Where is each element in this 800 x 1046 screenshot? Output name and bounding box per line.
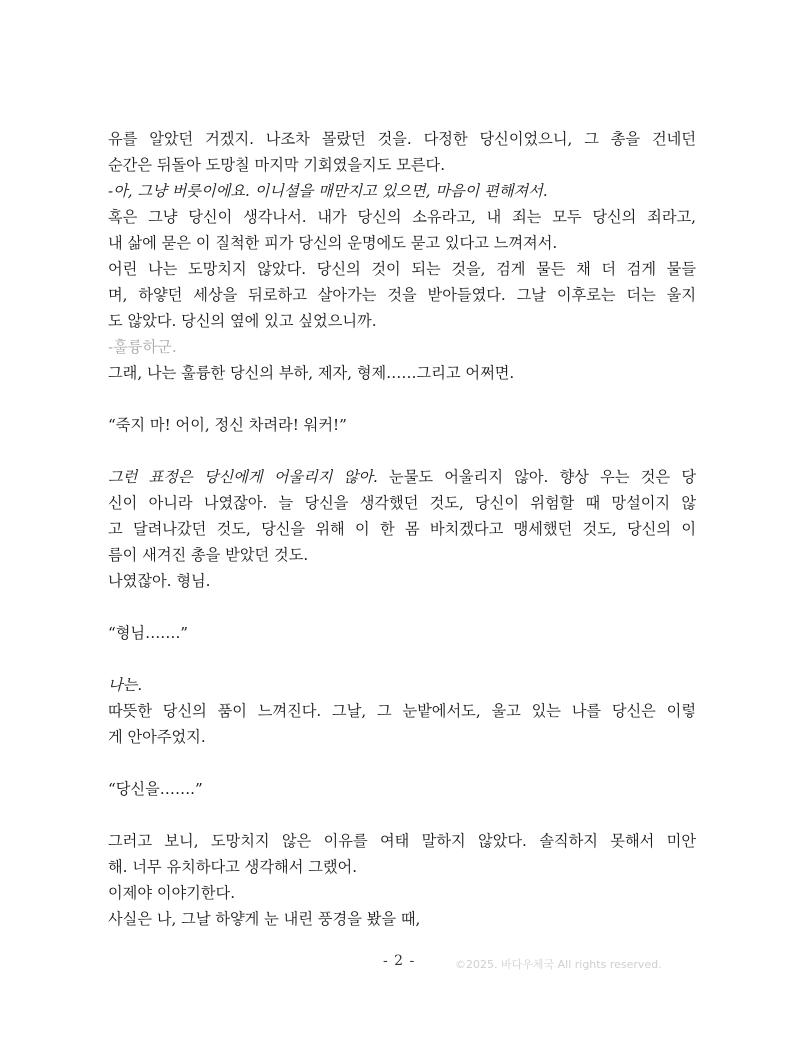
text-line: 내 삶에 묻은 이 질척한 피가 당신의 운명에도 묻고 있다고 느껴져서. xyxy=(108,234,558,252)
copyright-notice: ©2025. 바다우체국 All rights reserved. xyxy=(455,958,662,971)
text-line: 그래, 나는 훌륭한 당신의 부하, 제자, 형제……그리고 어쩌면. xyxy=(108,364,515,382)
blank-line xyxy=(108,438,696,464)
text-line: -훌륭하군. xyxy=(108,338,177,356)
text-line: 나였잖아. 형님. xyxy=(108,572,211,590)
text-line xyxy=(108,464,696,490)
blank-line xyxy=(108,594,696,620)
text-line: 어린 나는 도망치지 않았다. 당신의 것이 되는 것을, 검게 물든 채 더 검게 물들 xyxy=(108,260,696,278)
text-segment: 그런 표정은 당신에게 어울리지 않아. xyxy=(108,468,378,486)
text-line: 고 달려나갔던 것도, 당신을 위해 이 한 몸 바치겠다고 맹세했던 것도, 당신의 이 xyxy=(108,520,696,538)
text-line: 순간은 뒤돌아 도망칠 마지막 기회였을지도 모른다. xyxy=(108,156,446,174)
text-line: 따뜻한 당신의 품이 느껴진다. 그날, 그 눈밭에서도, 울고 있는 나를 당신은 이렇 xyxy=(108,702,696,720)
text-segment: 눈물도 어울리지 않아. 향상 우는 것은 당 xyxy=(377,468,697,486)
text-line: 그러고 보니, 도망치지 않은 이유를 여태 말하지 않았다. 솔직하지 못해서 미안 xyxy=(108,832,696,850)
text-line: 유를 알았던 거겠지. 나조차 몰랐던 것을. 다정한 당신이었으니, 그 총을 건네던 xyxy=(108,130,696,148)
page-number: - 2 - xyxy=(383,953,416,969)
blank-line xyxy=(108,386,696,412)
blank-line xyxy=(108,802,696,828)
text-line: “죽지 마! 어이, 정신 차려라! 워커!” xyxy=(108,416,347,434)
text-line: 해. 너무 유치하다고 생각해서 그랬어. xyxy=(108,858,358,876)
blank-line xyxy=(108,750,696,776)
text-line: 름이 새겨진 총을 받았던 것도. xyxy=(108,546,309,564)
text-line: 이제야 이야기한다. xyxy=(108,884,236,902)
text-line: -아, 그냥 버릇이에요. 이니셜을 매만지고 있으면, 마음이 편해져서. xyxy=(108,182,548,200)
text-line: 도 않았다. 당신의 옆에 있고 싶었으니까. xyxy=(108,312,377,330)
text-line: 나는. xyxy=(108,676,143,694)
text-line: 혹은 그냥 당신이 생각나서. 내가 당신의 소유라고, 내 죄는 모두 당신의 죄라고, xyxy=(108,208,696,226)
text-line: 며, 하얗던 세상을 뒤로하고 살아가는 것을 받아들였다. 그날 이후로는 더는 울지 xyxy=(108,286,696,304)
page-footer xyxy=(0,953,800,975)
text-line: “당신을…….” xyxy=(108,780,203,798)
text-line: “형님…….” xyxy=(108,624,189,642)
text-line: 신이 아니라 나였잖아. 늘 당신을 생각했던 것도, 당신이 위험할 때 망설이지 않 xyxy=(108,494,696,512)
text-line: 게 안아주었지. xyxy=(108,728,206,746)
blank-line xyxy=(108,646,696,672)
body-text xyxy=(108,126,696,932)
text-line: 사실은 나, 그날 하얗게 눈 내린 풍경을 봤을 때, xyxy=(108,910,421,928)
